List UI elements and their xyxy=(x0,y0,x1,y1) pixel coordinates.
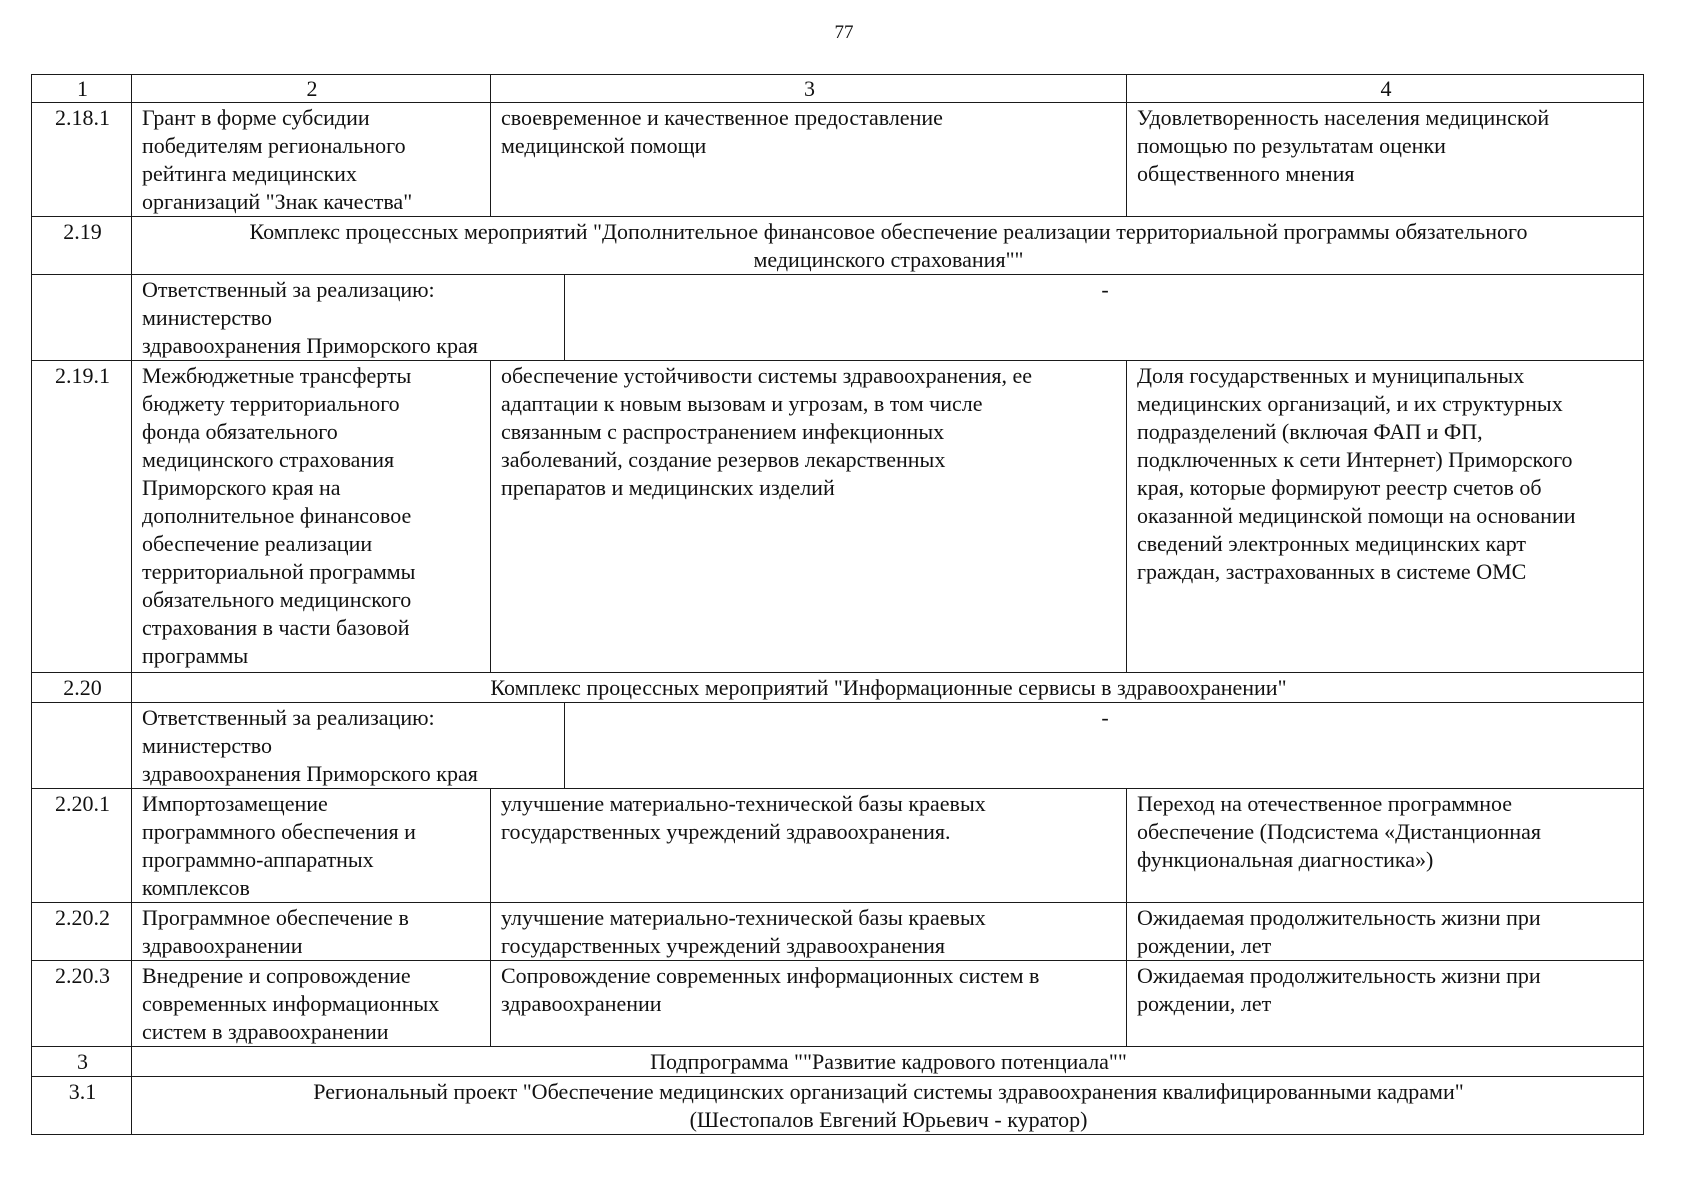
section-row xyxy=(32,1077,1644,1135)
row-number: 2.18.1 xyxy=(32,103,132,217)
column-header-1: 1 xyxy=(32,75,132,103)
measure-name: Программное обеспечение в здравоохранении xyxy=(132,903,491,961)
row-number: 2.19.1 xyxy=(32,361,132,673)
measure-indicator: Доля государственных и муниципальных медицинских организаций, и их структурных подразделений (включая ФАП и ФП, подключенных к сети Интернет) Приморского края, которые формируют реестр счетов об оказанной медицинской помощи на основании сведений электронных медицинских карт граждан, застрахованных в системе ОМС xyxy=(1127,361,1644,673)
empty-number-cell xyxy=(32,703,132,789)
section-row xyxy=(32,217,1644,275)
responsible-row xyxy=(32,703,1644,789)
column-header-3: 3 xyxy=(491,75,1127,103)
column-header-2: 2 xyxy=(132,75,491,103)
row-number: 2.20 xyxy=(32,673,132,703)
responsible-text: Ответственный за реализацию: министерство здравоохранения Приморского края xyxy=(132,275,565,361)
responsible-row xyxy=(32,275,1644,361)
measure-indicator: Ожидаемая продолжительность жизни при рождении, лет xyxy=(1127,961,1644,1047)
table-row xyxy=(32,103,1644,217)
measure-indicator: Удовлетворенность населения медицинской помощью по результатам оценки общественного мнения xyxy=(1127,103,1644,217)
measure-task: обеспечение устойчивости системы здравоохранения, ее адаптации к новым вызовам и угрозам, в том числе связанным с распространением инфекционных заболеваний, создание резервов лекарственных препаратов и медицинских изделий xyxy=(491,361,1127,673)
measure-indicator: Ожидаемая продолжительность жизни при рождении, лет xyxy=(1127,903,1644,961)
table-row xyxy=(32,961,1644,1047)
empty-number-cell xyxy=(32,275,132,361)
table-row xyxy=(32,789,1644,903)
measure-task: Сопровождение современных информационных систем в здравоохранении xyxy=(491,961,1127,1047)
measure-name: Внедрение и сопровождение современных информационных систем в здравоохранении xyxy=(132,961,491,1047)
measure-indicator: Переход на отечественное программное обеспечение (Подсистема «Дистанционная функциональная диагностика») xyxy=(1127,789,1644,903)
project-title: Региональный проект "Обеспечение медицинских организаций системы здравоохранения квалифицированными кадрами" (Шестопалов Евгений Юрьевич - куратор) xyxy=(132,1077,1644,1135)
table-row xyxy=(32,903,1644,961)
row-number: 2.20.3 xyxy=(32,961,132,1047)
measure-task: улучшение материально-технической базы краевых государственных учреждений здравоохранения. xyxy=(491,789,1127,903)
responsible-dash: - xyxy=(565,275,1644,361)
row-number: 2.20.1 xyxy=(32,789,132,903)
row-number: 2.19 xyxy=(32,217,132,275)
subprogram-title: Подпрограмма ""Развитие кадрового потенциала"" xyxy=(132,1047,1644,1077)
program-table xyxy=(31,74,1644,1135)
responsible-dash: - xyxy=(565,703,1644,789)
measure-name: Грант в форме субсидии победителям регионального рейтинга медицинских организаций "Знак качества" xyxy=(132,103,491,217)
page-number: 77 xyxy=(834,22,854,43)
row-number: 3.1 xyxy=(32,1077,132,1135)
measure-name: Межбюджетные трансферты бюджету территориального фонда обязательного медицинского страхования Приморского края на дополнительное финансовое обеспечение реализации территориальной программы обязательного медицинского страхования в части базовой программы xyxy=(132,361,491,673)
row-number: 3 xyxy=(32,1047,132,1077)
section-title: Комплекс процессных мероприятий "Дополнительное финансовое обеспечение реализации территориальной программы обязательного медицинского страхования"" xyxy=(132,217,1644,275)
section-title: Комплекс процессных мероприятий "Информационные сервисы в здравоохранении" xyxy=(132,673,1644,703)
table-row xyxy=(32,361,1644,673)
header-row xyxy=(32,75,1644,103)
measure-task: своевременное и качественное предоставление медицинской помощи xyxy=(491,103,1127,217)
measure-task: улучшение материально-технической базы краевых государственных учреждений здравоохранения xyxy=(491,903,1127,961)
section-row xyxy=(32,673,1644,703)
column-header-4: 4 xyxy=(1127,75,1644,103)
responsible-text: Ответственный за реализацию: министерство здравоохранения Приморского края xyxy=(132,703,565,789)
measure-name: Импортозамещение программного обеспечения и программно-аппаратных комплексов xyxy=(132,789,491,903)
row-number: 2.20.2 xyxy=(32,903,132,961)
section-row xyxy=(32,1047,1644,1077)
